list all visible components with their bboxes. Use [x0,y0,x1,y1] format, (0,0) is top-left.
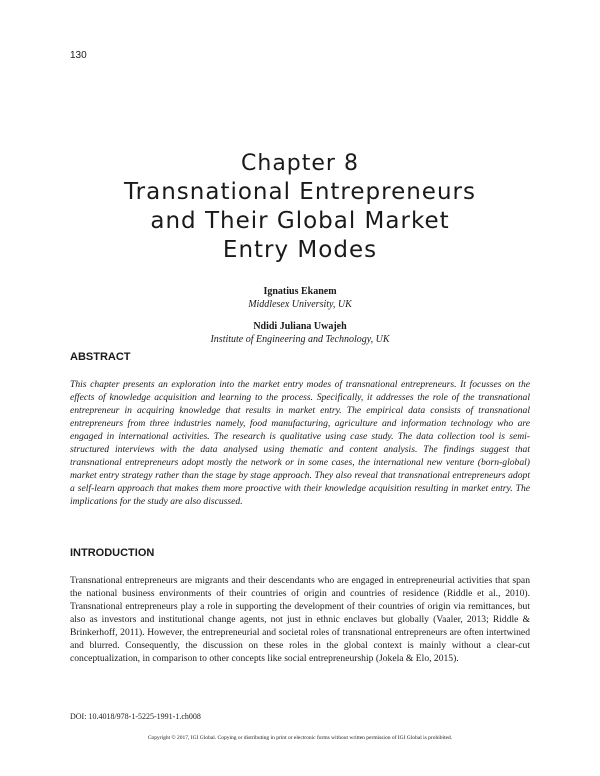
page-number: 130 [70,50,87,61]
chapter-title [70,178,530,265]
author-name: Ndidi Juliana Uwajeh [253,321,347,332]
title-line: Entry Modes [222,237,378,263]
introduction-text: Transnational entrepreneurs are migrants and their descendants who are engaged in entrepreneurial activities that span the national business environments of their countries of origin and countries of residence (Riddle et al., 2010). Transnational entrepreneurs play a role in supporting the development of their countries of origin via remittances, but also as investors and institutional change agents, not just in ethnic enclaves but globally (Vaaler, 2013; Riddle & Brinkerhoff, 2011). However, the entrepreneurial and societal roles of transnational entrepreneurs are often intertwined and blurred. Consequently, the discussion on these roles in the global context is mainly without a clear-cut conceptualization, in comparison to other concepts like social entrepreneurship (Jokela & Elo, 2015). [70,575,530,665]
author-affiliation: Middlesex University, UK [248,299,352,310]
author-name: Ignatius Ekanem [263,286,337,297]
title-line: Transnational Entrepreneurs [124,179,476,205]
abstract-text: This chapter presents an exploration into the market entry modes of transnational entrepreneurs. It focusses on the effects of knowledge acquisition and learning to the process. Specifically, it addresses the role of the transnational entrepreneur in acquiring knowledge that results in market entry. The empirical data consists of transnational entrepreneurs from three industries namely, food manufacturing, agriculture and information technology who are engaged in international activities. The research is qualitative using case study. The data collection tool is semi-structured interviews with the data analysed using thematic and content analysis. The findings suggest that transnational entrepreneurs adopt mostly the network or in some cases, the international new venture (born-global) market entry strategy rather than the stage by stage approach. They also reveal that transnational entrepreneurs adopt a self-learn approach that makes them more proactive with their knowledge acquisition resulting in market entry. The implications for the study are also discussed. [70,379,530,508]
introduction-heading: INTRODUCTION [70,547,155,559]
copyright-notice: Copyright © 2017, IGI Global. Copying or distributing in print or electronic forms without written permission of IGI Global is prohibited. [147,735,453,741]
title-line: and Their Global Market [150,208,450,234]
chapter-label: Chapter 8 [241,151,359,176]
author-block [0,285,600,311]
abstract-heading: ABSTRACT [70,351,131,363]
doi: DOI: 10.4018/978-1-5225-1991-1.ch008 [70,712,201,721]
author-block [0,320,600,346]
author-affiliation: Institute of Engineering and Technology, UK [210,334,390,345]
